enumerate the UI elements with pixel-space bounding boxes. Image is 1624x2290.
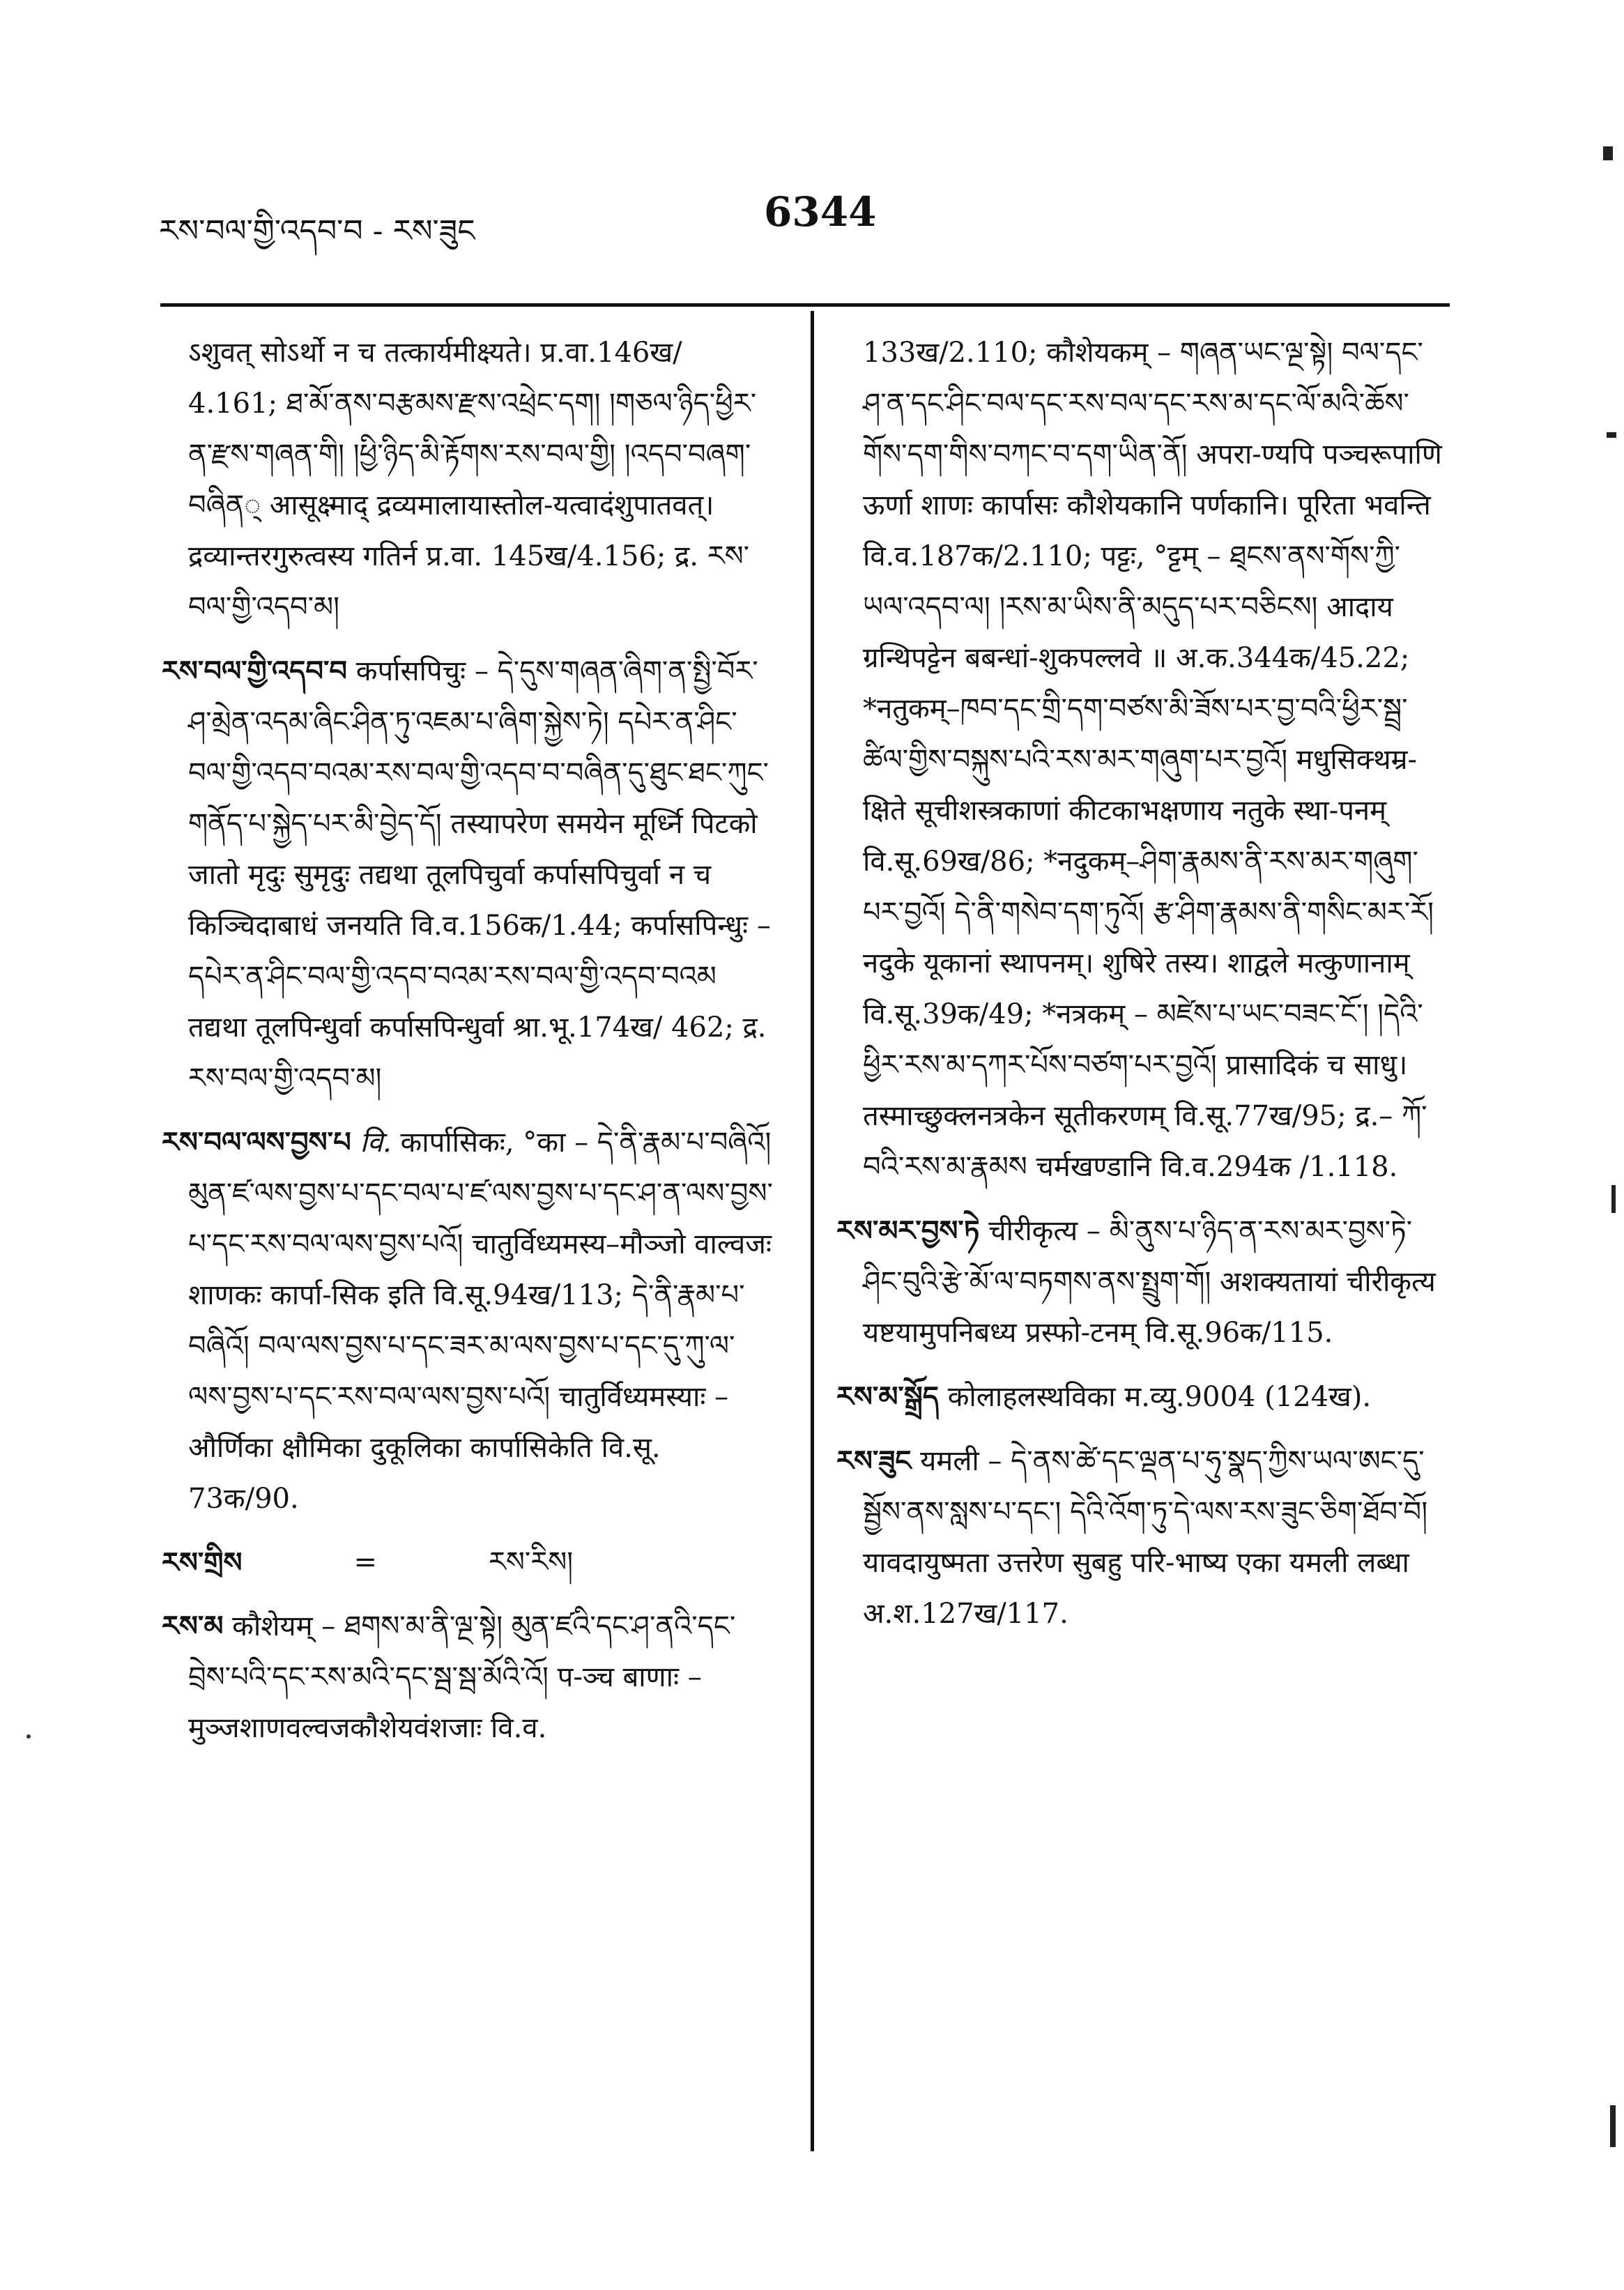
entry-body: कार्पासिकः, °का – དེ་ནི་རྣམ་པ་བཞིའོ། མུན་ཛ་ལས་བྱས་པ་དང་བལ་པ་ཛ་ལས་བྱས་པ་དང་ཤ་ན་ལས་བྱས་པ་དང་རས་བལ་ལས་བྱས་པའོ། चातुर्विध्यमस्य–मौञ्जो वाल्वजः शाणकः कार्पा-सिक इति वि.सू.94ख/113; དེ་ནི་རྣམ་པ་བཞིའོ། བལ་ལས་བྱས་པ་དང་ཟར་མ་ལས་བྱས་པ་དང་དུ་ཀུ་ལ་ལས་བྱས་པ་དང་རས་བལ་ལས་བྱས་པའོ། चातुर्विध्यमस्याः –और्णिका क्षौमिका दुकूलिका कार्पासिकेति वि.सू. 73क/90. <box>188 1127 773 1515</box>
continuation-text: ऽशुवत् सोऽर्थो न च तत्कार्यमीक्ष्यते। प्र.वा.146ख/ 4.161; ཐ་མོ་ནས་བརྩམས་རྫས་འཕྲེང་དག། །གཅལ་ཉིད་ཕྱིར་ན་རྫས་གཞན་གི། །ཕྱི་ཉིད་མི་རྟོགས་རས་བལ་གྱི། །འདབ་བཞག་བཞིན् आसूक्ष्माद् द्रव्यमालायास्तोल-यत्वादंशुपातवत्। द्रव्यान्तरगुरुत्वस्य गतिर्न प्र.वा. 145ख/4.156; द्र. རས་བལ་གྱི་འདབ་མ། <box>188 337 757 623</box>
continuation-text: 133ख/2.110; कौशेयकम् – གཞན་ཡང་ལྔ་སྟེ། བལ་དང་ཤ་ན་དང་ཤིང་བལ་དང་རས་བལ་དང་རས་མ་དང་ལོ་མའི་ཆོས་གོས་དག་གིས་བཀང་བ་དག་ཡིན་ནོ། अपरा-ण्यपि पञ्चरूपाणि ऊर्णा शाणः कार्पासः कौशेयकानि पर्णकानि। पूरिता भवन्ति वि.व.187क/2.110; पट्टः, °ट्टम् – ཐ྄ངས་ནས་གོས་ཀྱི་ཡལ་འདབ་ལ། །རས་མ་ཡིས་ནི་མདུད་པར་བཅིངས། आदाय ग्रन्थिपट्टेन बबन्धां-शुकपल्लवे ॥ अ.क.344क/45.22; *नतुकम्–ཁབ་དང་གྲི་དག་བཙས་མི་ཟོས་པར་བྱ་བའི་ཕྱིར་སྦྲ་ཚིལ་གྱིས་བསྐུས་པའི་རས་མར་གཞུག་པར་བྱའོ། मधुसिक्थम्र-क्षिते सूचीशस्त्रकाणां कीटकाभक्षणाय नतुके स्था-पनम् वि.सू.69ख/86; *नदुकम्–ཤིག་རྣམས་ནི་རས་མར་གཞུག་པར་བྱའོ། དེ་ནི་གསེབ་དག་ཏུའོ། རྩ་ཤིག་རྣམས་ནི་གསིང་མར་རོ། नदुके यूकानां स्थापनम्। शुषिरे तस्य। शाद्वले मत्कुणानाम् वि.सू.39क/49; *नत्रकम् – མཛེས་པ་ཡང་བཟང་ངོ་། །དེའི་ཕྱིར་རས་མ་དཀར་པོས་བཙག་པར་བྱའོ། प्रासादिकं च साधु। तस्माच्छुक्लनत्रकेन सूतीकरणम् वि.सू.77ख/95; द्र.– ཀོ་བའི་རས་མ་རྣམས चर्मखण्डानि वि.व.294क /1.118. <box>863 337 1442 1183</box>
scan-edge-mark <box>1611 1185 1616 1213</box>
dictionary-entry <box>836 1205 1443 1359</box>
equals-sign: = <box>353 1546 377 1578</box>
header-rule <box>160 303 1450 307</box>
entry-headword: རས་མར་བྱས་ཏེ <box>836 1214 980 1247</box>
page-number: 6344 <box>764 188 877 236</box>
scan-edge-mark <box>1603 146 1613 160</box>
cross-reference-entry <box>162 1537 774 1588</box>
entry-headword: རས་གྲིས <box>162 1546 243 1579</box>
cross-reference-target: རས་རིས། <box>489 1546 574 1578</box>
right-column <box>836 328 1443 1652</box>
dictionary-entry <box>162 646 774 1104</box>
scan-speck <box>26 1734 31 1739</box>
dictionary-entry <box>836 1435 1443 1640</box>
dictionary-entry <box>162 1601 774 1754</box>
column-divider <box>811 311 814 2151</box>
entry-body: चीरीकृत्य – མི་ནུས་པ་ཉིད་ན་རས་མར་བྱས་ཏེ་ཤིང་བུའི་རྩེ་མོ་ལ་བཏགས་ནས་སྤྲུག་གོ། अशक्यतायां चीरीकृत्य यष्टयामुपनिबध्य प्रस्फो-टनम् वि.सू.96क/115. <box>863 1215 1436 1349</box>
entry-headword: རས་མ་སྒྲོད <box>836 1380 939 1413</box>
entry-headword: རས་བལ་ལས་བྱས་པ <box>162 1126 351 1159</box>
entry-headword: རས་མ <box>162 1610 224 1642</box>
entry-body: कौशेयम् – ཐགས་མ་ནི་ལྔ་སྟེ། མུན་ཛའི་དང་ཤ་ནའི་དང་བྲེས་པའི་དང་རས་མའི་དང་སྦ་སྦ་མོའི་འོ། प-ञ्च बाणाः – मुञ्जशाणवल्वजकौशेयवंशजाः वि.व. <box>188 1610 736 1744</box>
left-column <box>162 328 774 1766</box>
entry-body: यमली – དེ་ནས་ཚེ་དང་ལྡན་པ་ཧུ་སྣད་ཀྱིས་ཡལ་ཨང་དུ་སྦྱོས་ནས་སླས་པ་དང་། དེའི་འོག་ཏུ་དེ་ལས་རས་ཟུང་ཅིག་ཐོབ་བོ། यावदायुष्मता उत्तरेण सुबहु परि-भाष्य एका यमली लब्धा अ.श.127ख/117. <box>863 1445 1428 1630</box>
scan-edge-mark <box>1610 2105 1616 2147</box>
dictionary-entry <box>836 1371 1443 1423</box>
entry-headword: རས་ཟུང <box>836 1444 912 1477</box>
running-head: རས་བལ་གྱི་འདབ་བ - རས་ཟུང <box>159 213 475 249</box>
scan-edge-mark <box>1607 432 1616 438</box>
entry-body: कोलाहलस्थविका म.व्यु.9004 (124ख). <box>947 1381 1372 1413</box>
dictionary-entry <box>162 1117 774 1525</box>
grammar-label: वि. <box>360 1127 392 1159</box>
entry-headword: རས་བལ་གྱི་འདབ་བ <box>162 655 347 687</box>
entry-body: कर्पासपिचुः – དེ་དུས་གཞན་ཞིག་ན་སྤྱི་བོར་ཤ་མྲེན་འདམ་ཞིང་ཤིན་ཏུ་འཇམ་པ་ཞིག་སྐྱེས་ཏེ། དཔེར་ན་ཤིང་བལ་གྱི་འདབ་བའམ་རས་བལ་གྱི་འདབ་བ་བཞིན་དུ་ཐུང་ཐང་ཀུང་གནོད་པ་སྐྱེད་པར་མི་བྱེད་དོ། तस्यापरेण समयेन मूर्ध्नि पिटको जातो मृदुः सुमृदुः तद्यथा तूलपिचुर्वा कर्पासपिचुर्वा न च किञ्चिदाबाधं जनयति वि.व.156क/1.44; कर्पासपिन्धुः – དཔེར་ན་ཤིང་བལ་གྱི་འདབ་བའམ་རས་བལ་གྱི་འདབ་བའམ तद्यथा तूलपिन्धुर्वा कर्पासपिन्धुर्वा श्रा.भू.174ख/ 462; द्र. རས་བལ་གྱི་འདབ་མ། <box>188 655 771 1094</box>
